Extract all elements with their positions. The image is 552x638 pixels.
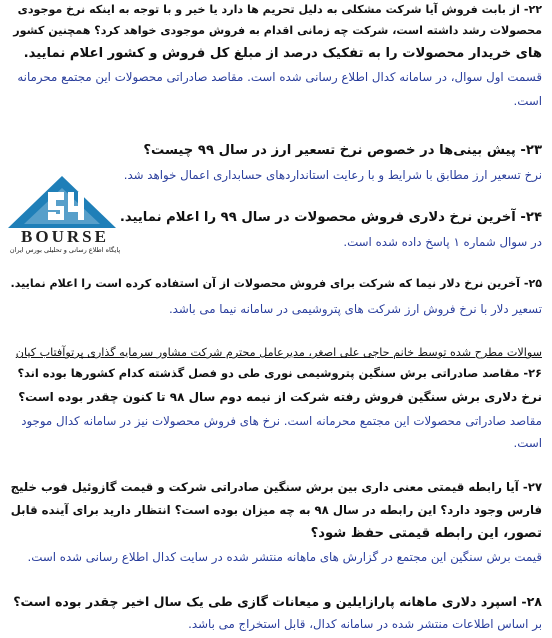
q27-question-line-3: تصور، این رابطه قیمتی حفظ شود؟	[310, 526, 542, 541]
q26-answer-line-2: است.	[513, 436, 542, 450]
q26-question-line-1: ۲۶- مقاصد صادراتی برش سنگین پتروشیمی نوری طی دو فصل گذشته کدام کشورها بوده اند؟	[17, 366, 542, 380]
q27-question-line-1: ۲۷- آیا رابطه قیمتی معنی داری بین برش سنگین صادراتی شرکت و قیمت گازوئیل فوب خلیج	[10, 480, 542, 494]
q27-question-line-2: فارس وجود دارد؟ این رابطه در سال ۹۸ به چه میزان بوده است؟ انتظار دارید برای آینده قابل	[10, 503, 542, 517]
q23-question: ۲۳- پیش بینی‌ها در خصوص نرخ تسعیر ارز در سال ۹۹ چیست؟	[143, 143, 542, 158]
q25-answer: تسعیر دلار با نرخ فروش ارز شرکت های پتروشیمی در سامانه نیما می باشد.	[168, 302, 542, 316]
bourse-logo-mark-icon	[4, 172, 126, 254]
q28-answer: بر اساس اطلاعات منتشر شده در سامانه کدال، قابل استخراج می باشد.	[188, 617, 542, 631]
q25-question: ۲۵- آخرین نرخ دلار نیما که شرکت برای فروش محصولات از آن استفاده کرده است را اعلام نمایید.	[10, 277, 542, 290]
q22-question-line-3: های خریدار محصولات را به تفکیک درصد از مبلغ کل فروش و کشور اعلام نمایید.	[23, 46, 542, 61]
q24-answer: در سوال شماره ۱ پاسخ داده شده است.	[343, 235, 542, 249]
section-note: سوالات مطرح شده توسط خانم حاجی علی اصغر، مدیرعامل محترم شرکت مشاور سرمایه گذاری پرتوآفتاب کیان	[15, 346, 542, 359]
q22-answer-line-1: قسمت اول سوال، در سامانه کدال اطلاع رسانی شده است. مقاصد صادراتی محصولات این مجتمع محرمانه	[17, 70, 542, 84]
logo-wordmark: BOURSE	[21, 227, 109, 246]
q26-question-line-2: نرخ دلاری برش سنگین فروش رفته شرکت از نیمه دوم سال ۹۸ تا کنون چقدر بوده است؟	[18, 390, 542, 404]
q28-question: ۲۸- اسپرد دلاری ماهانه پارازایلین و میعانات گازی طی یک سال اخیر چقدر بوده است؟	[13, 594, 542, 609]
logo-tagline: پایگاه اطلاع رسانی و تحلیلی بورس ایران	[9, 246, 121, 254]
bourse-logo	[4, 172, 126, 254]
q23-answer: نرخ تسعیر ارز مطابق با شرایط و با رعایت استانداردهای حسابداری اعمال خواهد شد.	[123, 168, 542, 182]
q22-answer-line-2: است.	[513, 94, 542, 108]
q26-answer-line-1: مقاصد صادراتی محصولات این مجتمع محرمانه است. نرخ های فروش محصولات نیز در سامانه کدال موجود	[21, 414, 542, 428]
q24-question: ۲۴- آخرین نرخ دلاری فروش محصولات در سال ۹۹ را اعلام نمایید.	[119, 210, 542, 225]
q22-question-line-1: ۲۲- از بابت فروش آیا شرکت مشکلی به دلیل تحریم ها دارد یا خیر و با توجه به اینکه نرخ موجودی	[17, 3, 542, 16]
q22-question-line-2: محصولات رشد داشته است، شرکت چه زمانی اقدام به فروش موجودی خواهد کرد؟ همچنین کشور	[13, 24, 542, 37]
q27-answer: قیمت برش سنگین این مجتمع در گزارش های ماهانه منتشر شده در سایت کدال اطلاع رسانی شده است.	[27, 550, 542, 564]
